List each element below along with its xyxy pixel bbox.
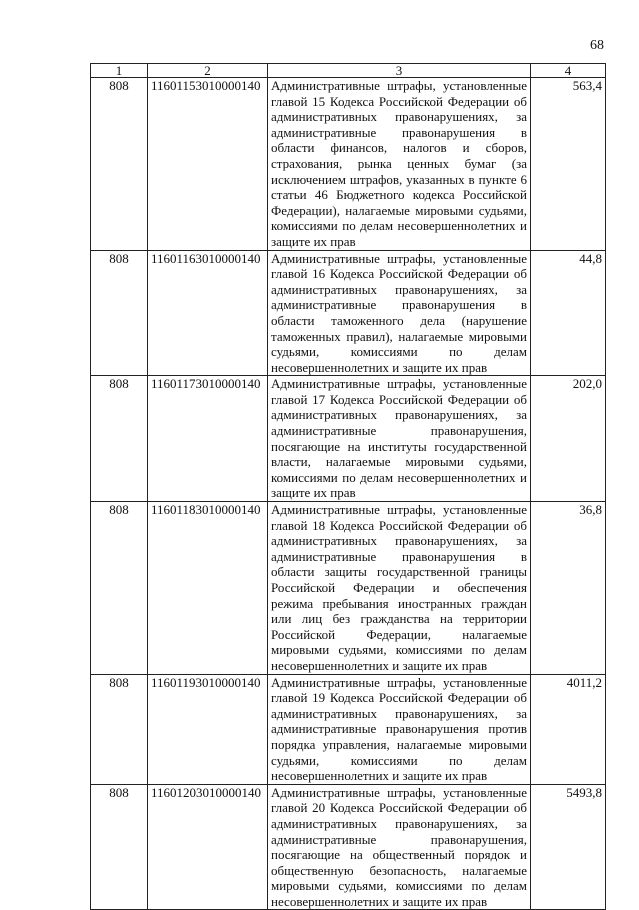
admin-code-cell: 808 [91,502,148,675]
admin-code-cell: 808 [91,78,148,251]
amount-cell: 4011,2 [531,674,606,784]
amount-cell: 563,4 [531,78,606,251]
admin-code-cell: 808 [91,250,148,376]
table-row [91,674,606,784]
budget-code-cell: 11601153010000140 [148,78,268,251]
table-row [91,78,606,251]
description-cell: Административные штрафы, установленные главой 18 Кодекса Российской Федерации об административных правонарушениях, за административные правонарушения в области защиты государственной границы Российской Федерации и обеспечения режима пребывания иностранных граждан или лиц без гражданства на территории Российской Федерации, налагаемые мировыми судьями, комиссиями по делам несовершеннолетних и защите их прав [268,502,531,675]
table-row [91,784,606,910]
revenue-table [90,63,606,910]
budget-code-cell: 11601203010000140 [148,784,268,910]
column-header-3: 3 [268,64,531,78]
table-row [91,502,606,675]
page-number: 68 [590,38,604,53]
description-cell: Административные штрафы, установленные главой 15 Кодекса Российской Федерации об административных правонарушениях, за административные правонарушения в области финансов, налогов и сборов, страхования, рынка ценных бумаг (за исключением штрафов, указанных в пункте 6 статьи 46 Бюджетного кодекса Российской Федерации), налагаемые мировыми судьями, комиссиями по делам несовершеннолетних и защите их прав [268,78,531,251]
admin-code-cell: 808 [91,674,148,784]
admin-code-cell: 808 [91,784,148,910]
budget-code-cell: 11601173010000140 [148,376,268,502]
column-header-4: 4 [531,64,606,78]
amount-cell: 202,0 [531,376,606,502]
description-cell: Административные штрафы, установленные главой 19 Кодекса Российской Федерации об административных правонарушениях, за административные правонарушения против порядка управления, налагаемые мировыми судьями, комиссиями по делам несовершеннолетних и защите их прав [268,674,531,784]
amount-cell: 44,8 [531,250,606,376]
description-cell: Административные штрафы, установленные главой 17 Кодекса Российской Федерации об административных правонарушениях, за административные правонарушения, посягающие на институты государственной власти, налагаемые мировыми судьями, комиссиями по делам несовершеннолетних и защите их прав [268,376,531,502]
amount-cell: 5493,8 [531,784,606,910]
budget-code-cell: 11601193010000140 [148,674,268,784]
table-row [91,376,606,502]
column-header-1: 1 [91,64,148,78]
budget-code-cell: 11601183010000140 [148,502,268,675]
column-header-2: 2 [148,64,268,78]
table-header-row [91,64,606,78]
admin-code-cell: 808 [91,376,148,502]
amount-cell: 36,8 [531,502,606,675]
description-cell: Административные штрафы, установленные главой 20 Кодекса Российской Федерации об административных правонарушениях, за административные правонарушения, посягающие на общественный порядок и общественную безопасность, налагаемые мировыми судьями, комиссиями по делам несовершеннолетних и защите их прав [268,784,531,910]
description-cell: Административные штрафы, установленные главой 16 Кодекса Российской Федерации об административных правонарушениях, за административные правонарушения в области таможенного дела (нарушение таможенных правил), налагаемые мировыми судьями, комиссиями по делам несовершеннолетних и защите их прав [268,250,531,376]
table-row [91,250,606,376]
budget-code-cell: 11601163010000140 [148,250,268,376]
